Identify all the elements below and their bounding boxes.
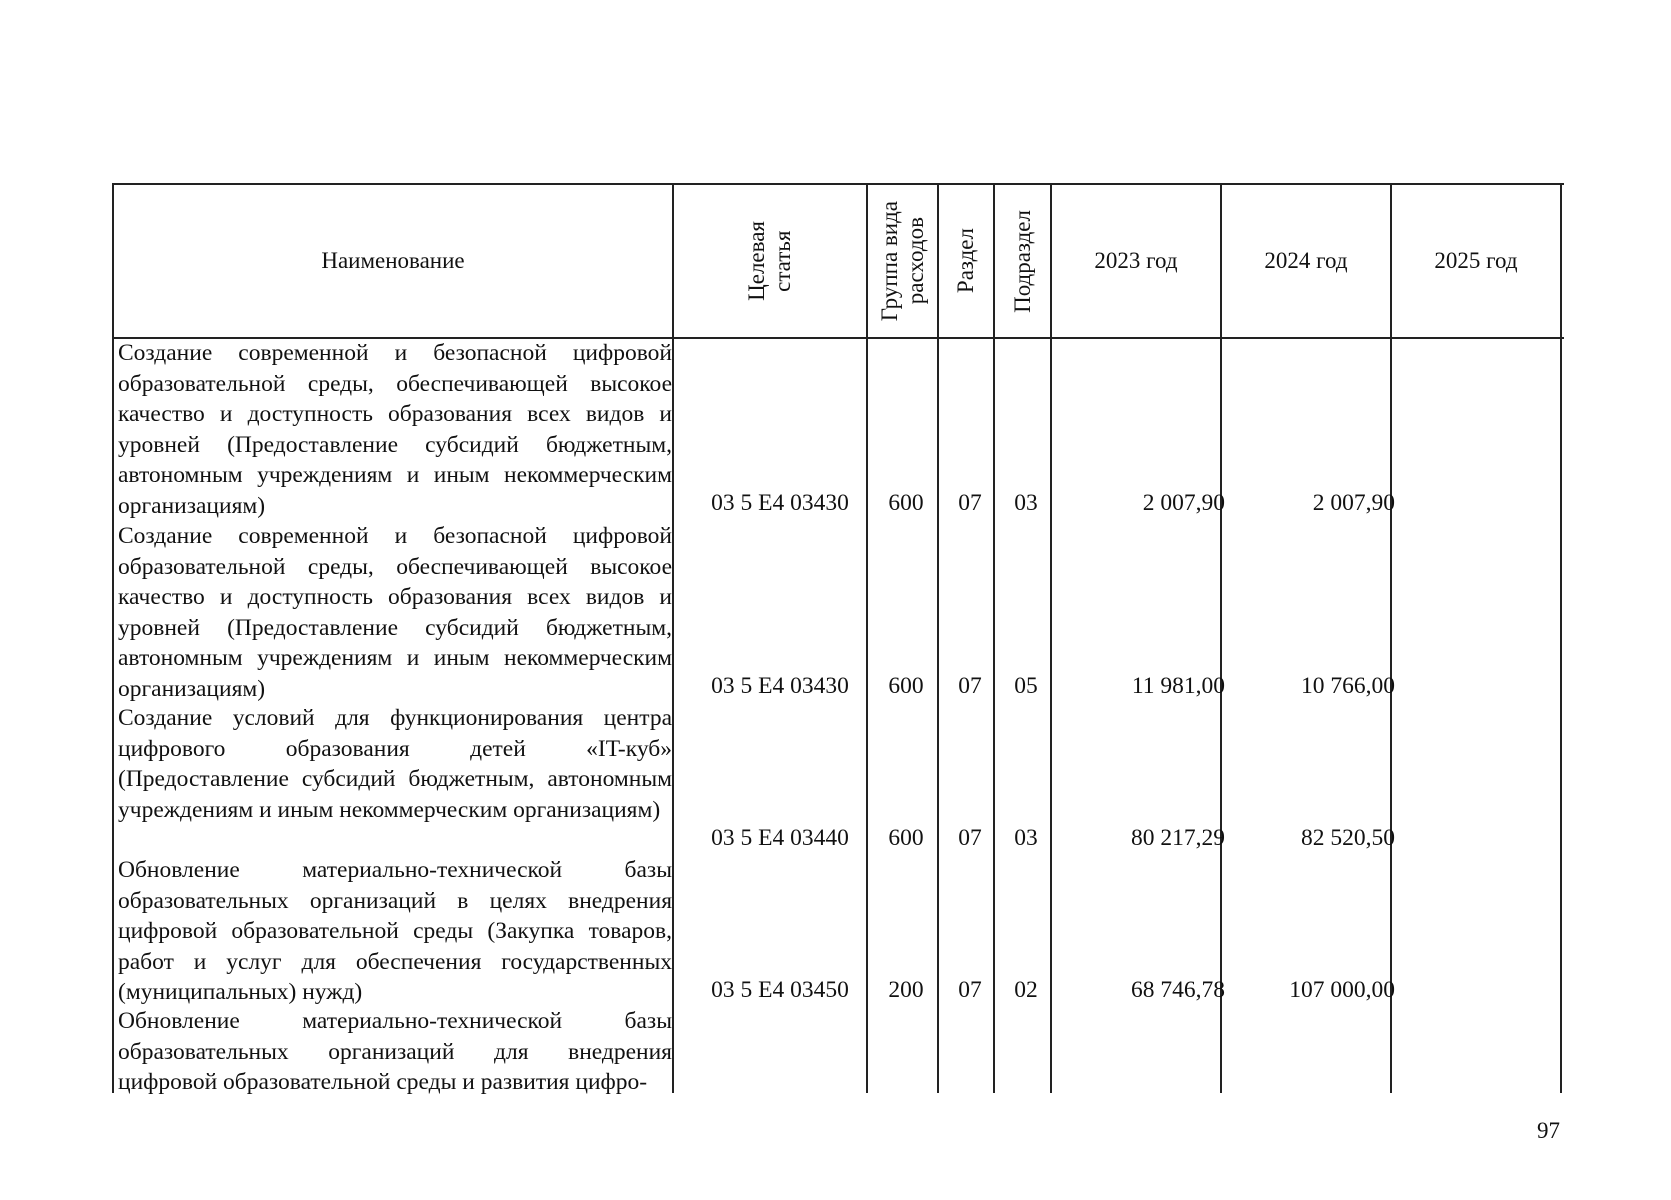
header-year-2024-label: 2024 год bbox=[1264, 248, 1348, 273]
header-name bbox=[114, 185, 672, 337]
row-target-article: 03 5 Е4 03450 bbox=[711, 977, 849, 1003]
row-section: 07 bbox=[958, 977, 982, 1003]
row-subsection: 05 bbox=[1014, 673, 1038, 699]
row-year-2023: 2 007,90 bbox=[1142, 490, 1225, 516]
header-year-2023 bbox=[1052, 185, 1220, 337]
row-year-2024: 10 766,00 bbox=[1301, 673, 1395, 699]
row-target-article: 03 5 Е4 03440 bbox=[711, 825, 849, 851]
row-expense-group: 600 bbox=[888, 825, 924, 851]
row-section: 07 bbox=[958, 490, 982, 516]
row-year-2023: 68 746,78 bbox=[1131, 977, 1225, 1003]
table-right-border bbox=[1560, 183, 1562, 1093]
header-year-2023-label: 2023 год bbox=[1094, 248, 1178, 273]
header-name-label: Наименование bbox=[321, 248, 465, 273]
row-section: 07 bbox=[958, 825, 982, 851]
row-subsection: 03 bbox=[1014, 825, 1038, 851]
row-expense-group: 600 bbox=[888, 490, 924, 516]
row-section: 07 bbox=[958, 673, 982, 699]
header-section-label: Раздел bbox=[953, 228, 978, 294]
row-name: Создание условий для функционирования центра цифрового образования детей «IT-куб» (Предоставление субсидий бюджетным, автономным учреждениям и иным некоммерческим организациям) bbox=[118, 705, 672, 823]
header-subsection bbox=[995, 185, 1050, 337]
row-year-2023: 11 981,00 bbox=[1131, 673, 1225, 699]
row-year-2024: 2 007,90 bbox=[1312, 490, 1395, 516]
row-expense-group: 200 bbox=[888, 977, 924, 1003]
row-subsection: 02 bbox=[1014, 977, 1038, 1003]
header-year-2025 bbox=[1392, 185, 1560, 337]
row-name: Создание современной и безопасной цифровой образовательной среды, обеспечивающей высокое качество и доступность образования всех видов и уровней (Предоставление субсидий бюджетным, автономным учреждениям и иным некоммерческим организациям) bbox=[118, 523, 672, 702]
row-target-article: 03 5 Е4 03430 bbox=[711, 673, 849, 699]
header-expense-group bbox=[868, 185, 937, 337]
row-year-2023: 80 217,29 bbox=[1131, 825, 1225, 851]
header-year-2024 bbox=[1222, 185, 1390, 337]
header-subsection-label: Подраздел bbox=[1009, 209, 1035, 313]
row-name: Обновление материально-технической базы образовательных организаций в целях внедрения цифровой образовательной среды (Закупка товаров, работ и услуг для обеспечения государственных (муниципальных) нужд) bbox=[118, 857, 672, 1005]
row-expense-group: 600 bbox=[888, 673, 924, 699]
header-target-article-label: Целевая статья bbox=[744, 221, 795, 301]
page-number: 97 bbox=[1537, 1118, 1560, 1143]
row-year-2024: 82 520,50 bbox=[1301, 825, 1395, 851]
row-name: Создание современной и безопасной цифровой образовательной среды, обеспечивающей высокое качество и доступность образования всех видов и уровней (Предоставление субсидий бюджетным, автономным учреждениям и иным некоммерческим организациям) bbox=[118, 340, 672, 519]
header-target-article bbox=[674, 185, 866, 337]
header-year-2025-label: 2025 год bbox=[1434, 248, 1518, 273]
row-year-2024: 107 000,00 bbox=[1289, 977, 1395, 1003]
header-expense-group-label: Группа вида расходов bbox=[876, 200, 928, 322]
header-section bbox=[939, 185, 993, 337]
row-subsection: 03 bbox=[1014, 490, 1038, 516]
row-name: Обновление материально-технической базы образовательных организаций для внедрения цифровой образовательной среды и развития цифро- bbox=[118, 1008, 672, 1095]
row-target-article: 03 5 Е4 03430 bbox=[711, 490, 849, 516]
